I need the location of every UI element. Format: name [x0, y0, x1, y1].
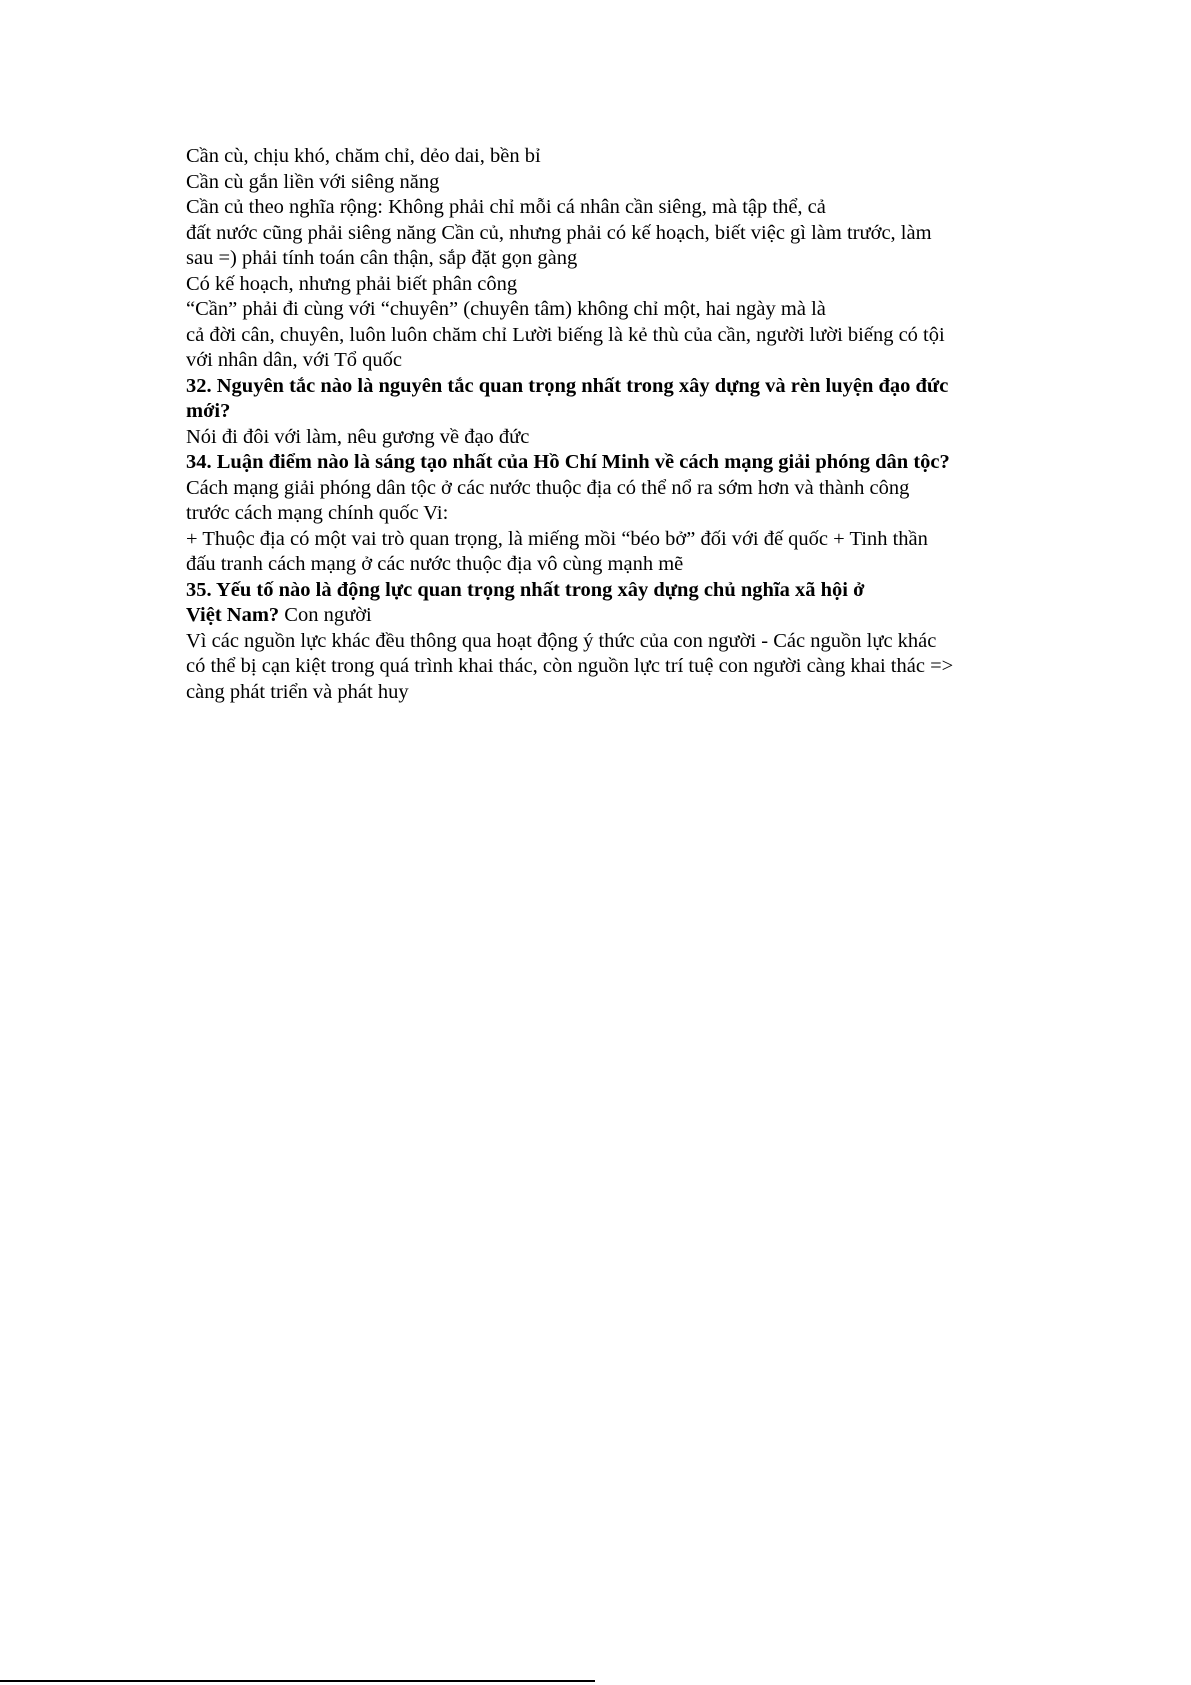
text-line: sau =) phải tính toán cân thận, sắp đặt gọn gàng — [186, 247, 578, 269]
document-body — [186, 144, 1026, 705]
answer-32: Nói đi đôi với làm, nêu gương về đạo đức — [186, 425, 530, 448]
question-32-heading: 32. Nguyên tắc nào là nguyên tắc quan trọng nhất trong xây dựng và rèn luyện đạo đức — [186, 374, 949, 397]
text-line: Cần cù, chịu khó, chăm chỉ, dẻo dai, bền bỉ — [186, 145, 541, 167]
answer-34-bullet-cont: đấu tranh cách mạng ở các nước thuộc địa vô cùng mạnh mẽ — [186, 553, 684, 575]
text-line: “Cần” phải đi cùng với “chuyên” (chuyên tâm) không chỉ một, hai ngày mà là — [186, 298, 826, 320]
question-34-heading: 34. Luận điểm nào là sáng tạo nhất của Hồ Chí Minh về cách mạng giải phóng dân tộc? — [186, 451, 950, 473]
answer-35-explanation: Vì các nguồn lực khác đều thông qua hoạt động ý thức của con người - Các nguồn lực khác — [186, 629, 937, 652]
text-line: cả đời cân, chuyên, luôn luôn chăm chỉ Lười biếng là kẻ thù của cần, người lười biếng có tội — [186, 323, 945, 346]
question-35-heading-cont — [186, 603, 1026, 629]
text-line: với nhân dân, với Tổ quốc — [186, 349, 403, 371]
text-line: Cần cù gắn liền với siêng năng — [186, 170, 440, 193]
text-line: Có kế hoạch, nhưng phải biết phân công — [186, 272, 518, 295]
text-line: đất nước cũng phải siêng năng Cần củ, nhưng phải có kế hoạch, biết việc gì làm trước, làm — [186, 221, 932, 244]
answer-34-bullet: + Thuộc địa có một vai trò quan trọng, là miếng mồi “béo bở” đối với đế quốc + Tinh thần — [186, 527, 928, 550]
answer-34-cont: trước cách mạng chính quốc Vi: — [186, 502, 449, 524]
answer-35-explanation: càng phát triển và phát huy — [186, 680, 409, 703]
question-35-heading: 35. Yếu tố nào là động lực quan trọng nhất trong xây dựng chủ nghĩa xã hội ở — [186, 578, 865, 601]
question-32-heading-cont: mới? — [186, 400, 231, 422]
page-bottom-rule — [0, 1680, 595, 1682]
answer-35: Con người — [279, 604, 372, 626]
answer-35-explanation: có thể bị cạn kiệt trong quá trình khai thác, còn nguồn lực trí tuệ con người càng khai thác => — [186, 655, 954, 677]
question-35-bold-tail: Việt Nam? — [186, 604, 280, 626]
answer-34: Cách mạng giải phóng dân tộc ở các nước thuộc địa có thể nổ ra sớm hơn và thành công — [186, 476, 910, 499]
text-line: Cần củ theo nghĩa rộng: Không phải chỉ mỗi cá nhân cần siêng, mà tập thể, cả — [186, 196, 826, 218]
